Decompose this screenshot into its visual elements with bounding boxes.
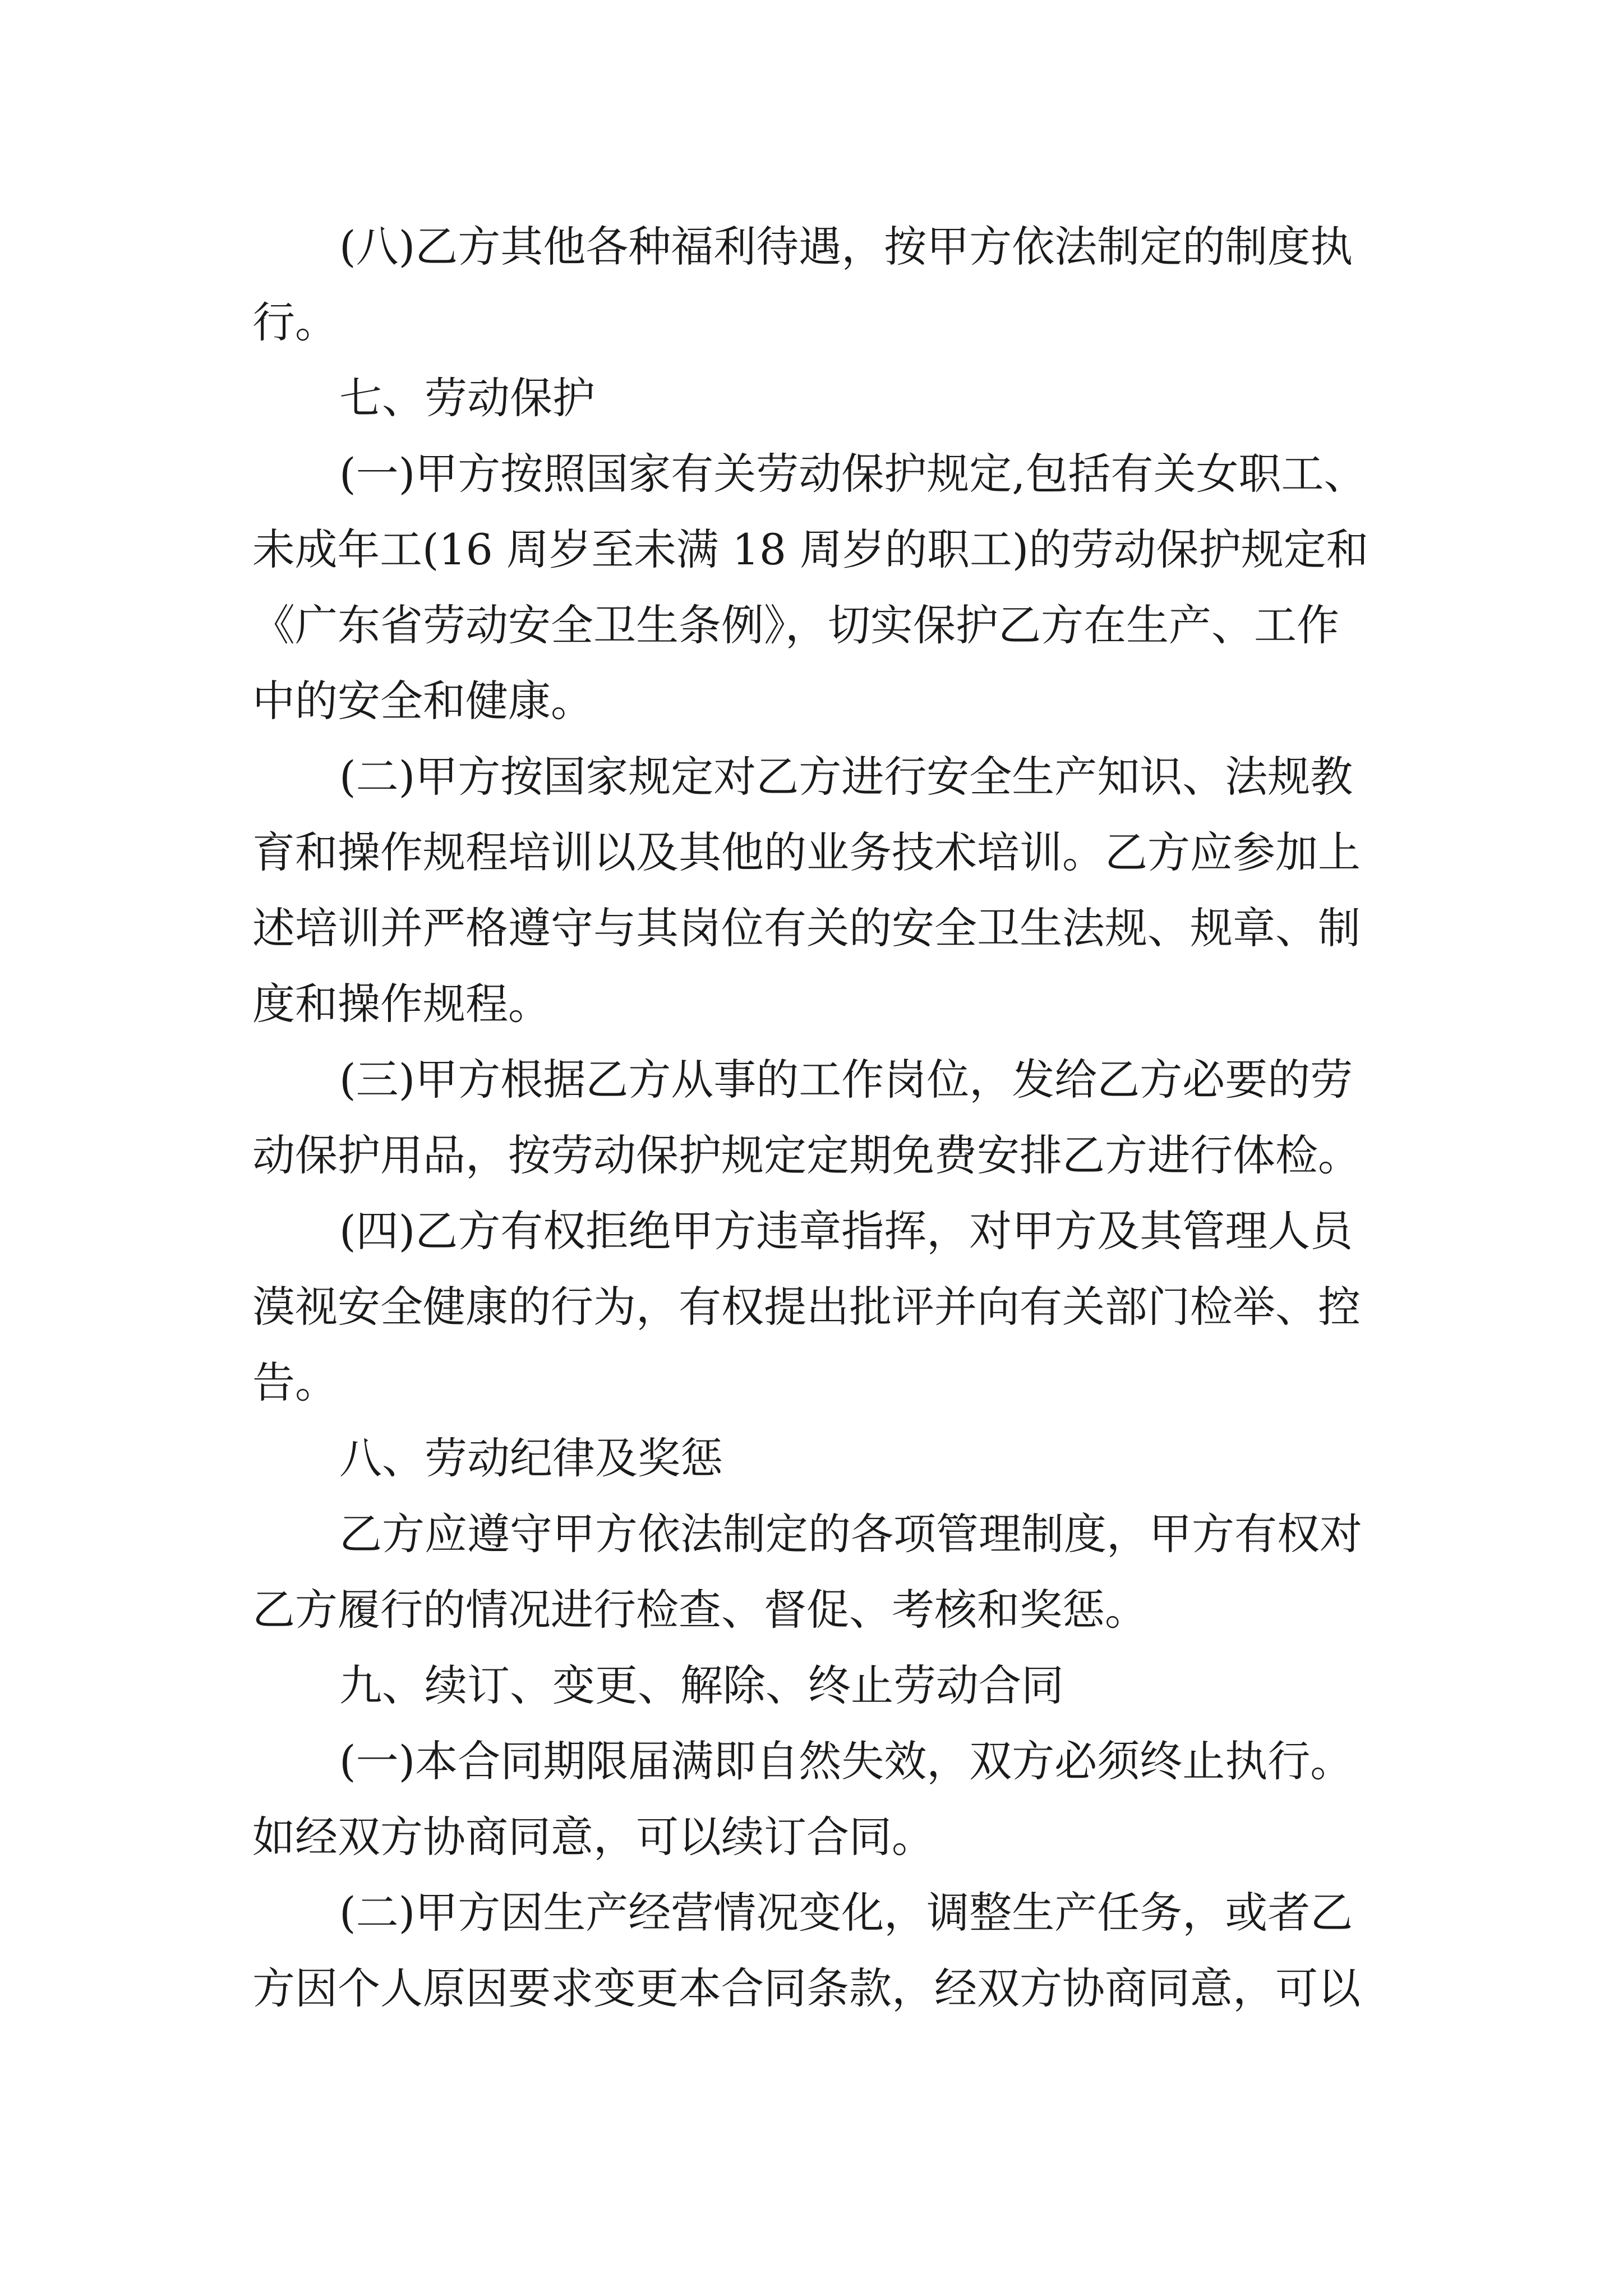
text-line: 漠视安全健康的行为，有权提出批评并向有关部门检举、控 (252, 1282, 1361, 1332)
text-line: 述培训并严格遵守与其岗位有关的安全卫生法规、规章、制 (252, 903, 1361, 953)
text-line: (一)本合同期限届满即自然失效，双方必须终止执行。 (339, 1736, 1353, 1786)
text-line: (一)甲方按照国家有关劳动保护规定,包括有关女职工、 (339, 449, 1367, 499)
text-line: 告。 (252, 1358, 338, 1407)
text-line: 未成年工(16 周岁至未满 18 周岁的职工)的劳动保护规定和 (252, 524, 1369, 574)
text-line: 动保护用品，按劳动保护规定定期免费安排乙方进行体检。 (252, 1130, 1361, 1180)
text-line: 育和操作规程培训以及其他的业务技术培训。乙方应参加上 (252, 827, 1361, 877)
text-line: 行。 (252, 297, 338, 347)
text-line: (三)甲方根据乙方从事的工作岗位，发给乙方必要的劳 (339, 1055, 1353, 1105)
text-line: 中的安全和健康。 (252, 676, 593, 726)
section-heading: 七、劳动保护 (339, 373, 595, 423)
section-heading: 八、劳动纪律及奖惩 (339, 1433, 723, 1483)
text-line: (二)甲方按国家规定对乙方进行安全生产知识、法规教 (339, 752, 1353, 802)
text-line: (四)乙方有权拒绝甲方违章指挥，对甲方及其管理人员 (339, 1206, 1353, 1256)
text-line: 如经双方协商同意，可以续订合同。 (252, 1812, 934, 1862)
text-line: (二)甲方因生产经营情况变化，调整生产任务，或者乙 (339, 1888, 1353, 1938)
text-line: 度和操作规程。 (252, 979, 551, 1029)
text-line: 《广东省劳动安全卫生条例》，切实保护乙方在生产、工作 (252, 600, 1339, 650)
text-line: (八)乙方其他各种福利待遇，按甲方依法制定的制度执 (339, 222, 1353, 272)
text-line: 乙方履行的情况进行检查、督促、考核和奖惩。 (252, 1585, 1147, 1635)
text-line: 方因个人原因要求变更本合同条款，经双方协商同意，可以 (252, 1963, 1361, 2013)
text-line: 乙方应遵守甲方依法制定的各项管理制度，甲方有权对 (339, 1509, 1362, 1559)
section-heading: 九、续订、变更、解除、终止劳动合同 (339, 1660, 1064, 1710)
